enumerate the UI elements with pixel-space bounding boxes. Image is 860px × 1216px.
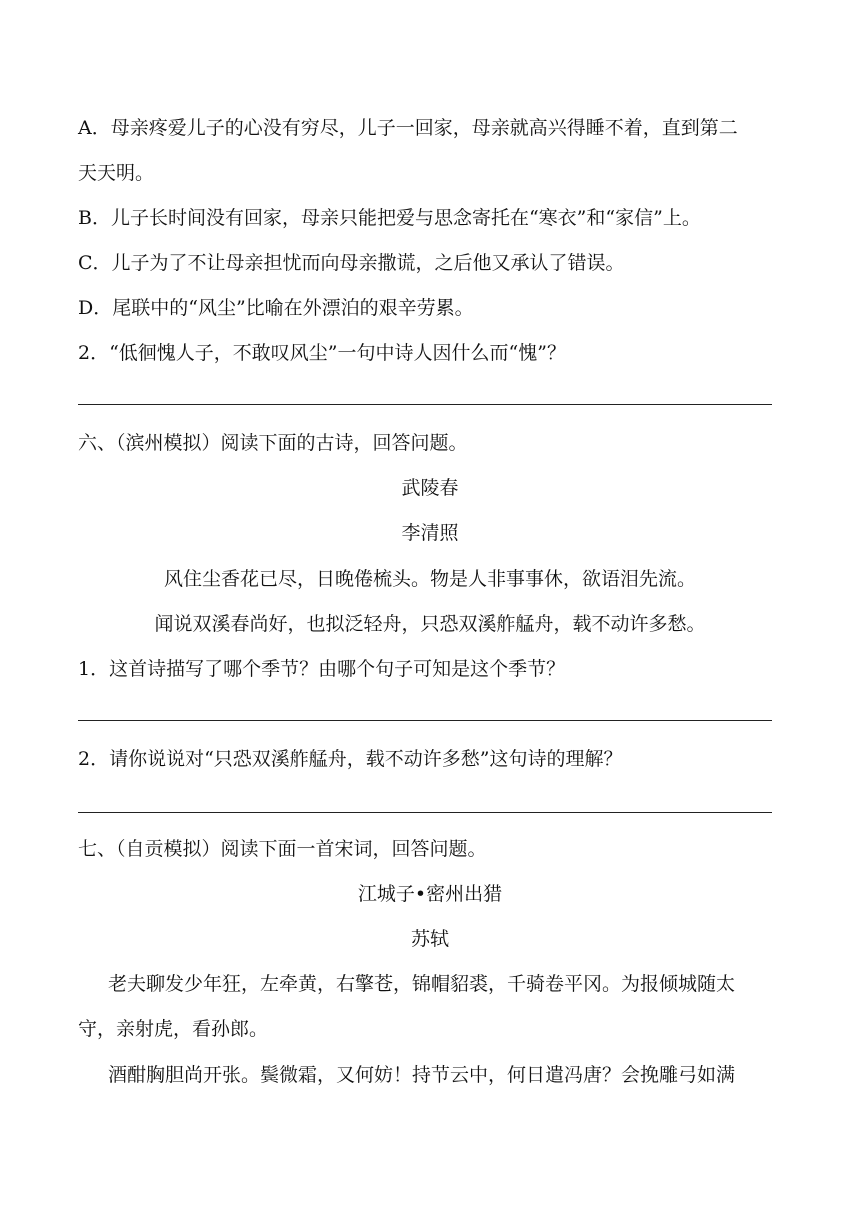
answer-line <box>78 812 772 813</box>
question-2-text: 2．请你说说对“只恐双溪舴艋舟，载不动许多愁”这句诗的理解？ <box>78 748 623 770</box>
poem-line-2: 闻说双溪春尚好，也拟泛轻舟，只恐双溪舴艋舟，载不动许多愁。 <box>154 613 706 635</box>
option-c: C．儿子为了不让母亲担忧而向母亲撒谎，之后他又承认了错误。 <box>78 252 625 274</box>
poem-author: 苏轼 <box>410 928 449 950</box>
question-1-text: 1．这首诗描写了哪个季节？由哪个句子可知是这个季节？ <box>78 658 566 680</box>
section-6-heading: 六、（滨州模拟）阅读下面的古诗，回答问题。 <box>78 432 468 454</box>
poem-author: 李清照 <box>401 522 459 544</box>
option-a-line1: A．母亲疼爱儿子的心没有穷尽，儿子一回家，母亲就高兴得睡不着，直到第二 <box>78 117 738 139</box>
answer-line <box>78 720 772 721</box>
poem-para-2-line-1: 酒酣胸胆尚开张。鬓微霜，又何妨！持节云中，何日遣冯唐？会挽雕弓如满 <box>108 1064 736 1086</box>
question-2-text: 2．“低徊愧人子，不敢叹风尘”一句中诗人因什么而“愧”？ <box>78 342 566 364</box>
poem-title: 江城子•密州出猎 <box>357 883 503 905</box>
option-b: B．儿子长时间没有回家，母亲只能把爱与思念寄托在“寒衣”和“家信”上。 <box>78 207 701 229</box>
section-7-heading: 七、（自贡模拟）阅读下面一首宋词，回答问题。 <box>78 838 487 860</box>
poem-para-1-line-2: 守，亲射虎，看孙郎。 <box>78 1018 269 1040</box>
poem-line-1: 风住尘香花已尽，日晚倦梳头。物是人非事事休，欲语泪先流。 <box>163 568 696 590</box>
poem-para-1-line-1: 老夫聊发少年狂，左牵黄，右擎苍，锦帽貂裘，千骑卷平冈。为报倾城随太 <box>108 973 736 995</box>
poem-title: 武陵春 <box>401 477 459 499</box>
option-d: D．尾联中的“风尘”比喻在外漂泊的艰辛劳累。 <box>78 297 474 319</box>
answer-line <box>78 404 772 405</box>
option-a-line2: 天天明。 <box>78 162 155 184</box>
